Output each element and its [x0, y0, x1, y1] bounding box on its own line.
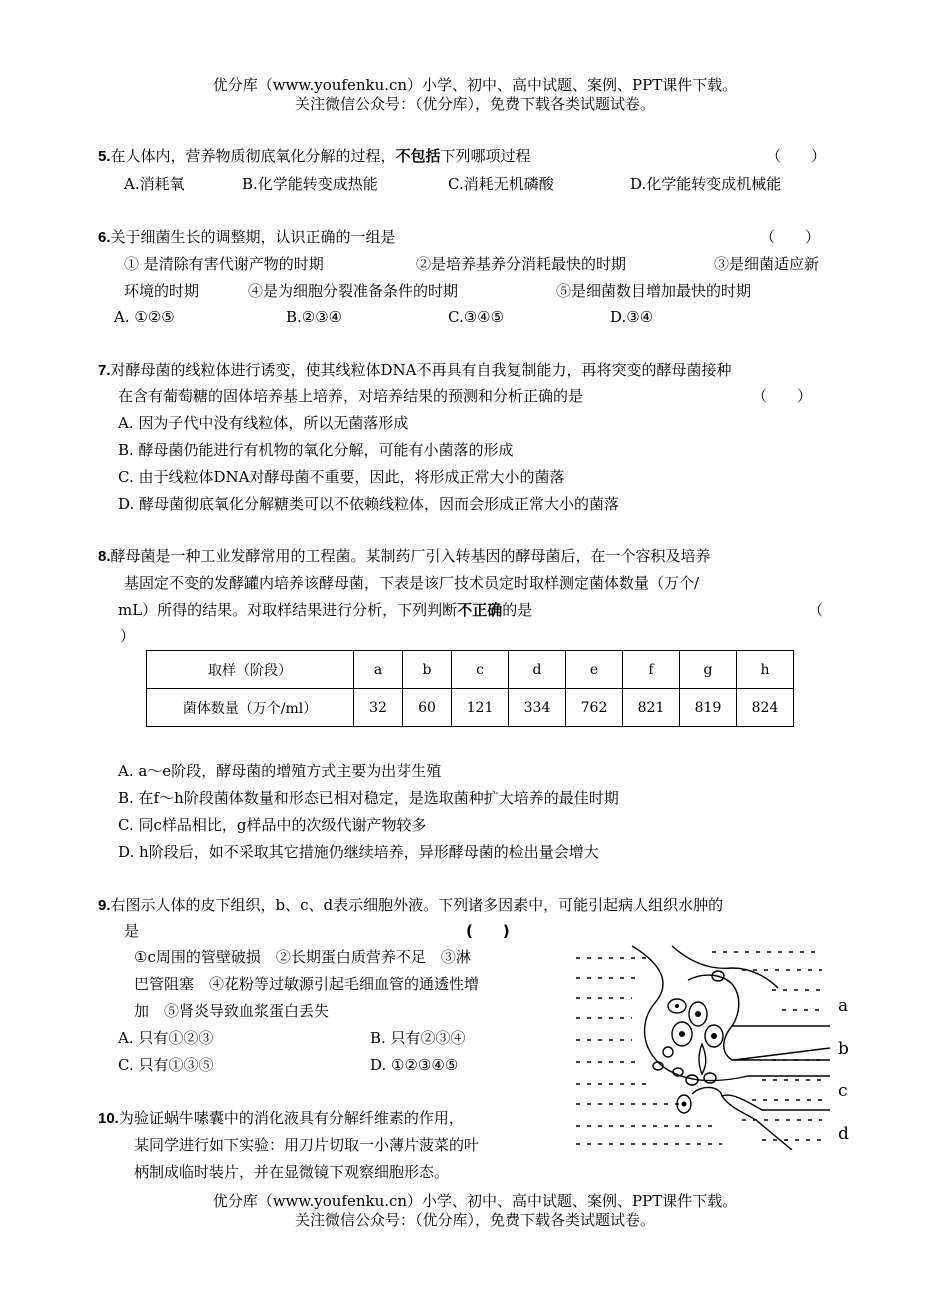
- stem-line-3: [118, 600, 532, 620]
- answer-parens: （ ）: [766, 147, 827, 165]
- count-cell: 821: [623, 689, 680, 727]
- stem-part: mL）所得的结果。对取样结果进行分析，下列判断: [118, 601, 458, 619]
- question-8-stem: [98, 546, 711, 567]
- question-6-stem: [98, 227, 396, 248]
- answer-paren-close: ）: [120, 627, 136, 645]
- statement-line-1: ①c周围的管壁破损 ②长期蛋白质营养不足 ③淋: [134, 948, 471, 966]
- stem-line-2: 是: [124, 922, 140, 940]
- stem-text: 右图示人体的皮下组织，b、c、d表示细胞外液。下列诸多因素中，可能引起病人组织水肿的: [110, 896, 724, 914]
- stem-line-2: 某同学进行如下实验：用刀片切取一小薄片菠菜的叶: [134, 1136, 480, 1154]
- statement-2: ②是培养基养分消耗最快的时期: [416, 255, 627, 273]
- statement-4: ④是为细胞分裂准备条件的时期: [248, 282, 459, 300]
- option-a: A. ①②⑤: [114, 308, 175, 326]
- stage-cell: b: [403, 651, 452, 689]
- option-a: A. 只有①②③: [118, 1029, 214, 1047]
- option-b: B. 只有②③④: [370, 1029, 466, 1047]
- statement-3-cont: 环境的时期: [124, 282, 200, 300]
- option-a: A.消耗氧: [124, 175, 185, 193]
- culture-sample-table: [146, 650, 794, 727]
- statement-5: ⑤是细菌数目增加最快的时期: [556, 282, 752, 300]
- count-cell: 334: [509, 689, 566, 727]
- count-cell: 824: [737, 689, 794, 727]
- option-b: B. 酵母菌仍能进行有机物的氧化分解，可能有小菌落的形成: [118, 441, 514, 459]
- option-d: D. 酵母菌彻底氧化分解糖类可以不依赖线粒体，因而会形成正常大小的菌落: [118, 495, 620, 513]
- option-d: D.化学能转变成机械能: [630, 175, 782, 193]
- stage-cell: h: [737, 651, 794, 689]
- option-c: C.③④⑤: [448, 308, 505, 326]
- stem-line-2: 基固定不变的发酵罐内培养该酵母菌，下表是该厂技术员定时取样测定菌体数量（万个/: [124, 574, 700, 592]
- row-header: 菌体数量（万个/ml）: [147, 689, 354, 727]
- count-cell: 32: [354, 689, 403, 727]
- question-number: 10.: [98, 1110, 119, 1127]
- option-c: C. 只有①③⑤: [118, 1056, 214, 1074]
- question-number: 8.: [98, 548, 111, 565]
- option-b: B.②③④: [286, 308, 343, 326]
- count-cell: 121: [452, 689, 509, 727]
- question-number: 6.: [98, 229, 111, 246]
- count-cell: 60: [403, 689, 452, 727]
- row-header: 取样（阶段）: [147, 651, 354, 689]
- stem-text: 酵母菌是一种工业发酵常用的工程菌。某制药厂引入转基因的酵母菌后，在一个容积及培养: [110, 547, 711, 565]
- question-number: 5.: [98, 148, 111, 165]
- header-line-1: 优分库（www.youfenku.cn）小学、初中、高中试题、案例、PPT课件下载。: [212, 76, 738, 94]
- question-10-stem: [98, 1108, 464, 1129]
- stem-part: 的是: [502, 601, 533, 619]
- question-number: 9.: [98, 897, 111, 914]
- stem-line-3: 柄制成临时装片，并在显微镜下观察细胞形态。: [134, 1163, 450, 1181]
- option-c: C. 由于线粒体DNA对酵母菌不重要，因此，将形成正常大小的菌落: [118, 468, 565, 486]
- table-row: [147, 689, 794, 727]
- stem-text: 对酵母菌的线粒体进行诱变，使其线粒体DNA不再具有自我复制能力，再将突变的酵母菌接种: [110, 361, 732, 379]
- count-cell: 819: [680, 689, 737, 727]
- figure-label-a: a: [838, 996, 849, 1016]
- table-row: [147, 651, 794, 689]
- option-b: B. 在f～h阶段菌体数量和形态已相对稳定，是选取菌种扩大培养的最佳时期: [118, 789, 619, 807]
- option-c: C. 同c样品相比，g样品中的次级代谢产物较多: [118, 816, 427, 834]
- figure-label-d: d: [838, 1124, 849, 1144]
- answer-paren-open: （: [808, 601, 824, 619]
- header-line-2: 关注微信公众号：（优分库），免费下载各类试题试卷。: [294, 95, 655, 113]
- stage-cell: c: [452, 651, 509, 689]
- stage-cell: e: [566, 651, 623, 689]
- figure-label-c: c: [838, 1081, 848, 1101]
- figure-label-b: b: [838, 1039, 849, 1059]
- footer-line-1: 优分库（www.youfenku.cn）小学、初中、高中试题、案例、PPT课件下载。: [212, 1192, 738, 1210]
- option-d: D. ①②③④⑤: [370, 1056, 459, 1074]
- stem-line-2: 在含有葡萄糖的固体培养基上培养，对培养结果的预测和分析正确的是: [118, 387, 584, 405]
- stem-part: 在人体内，营养物质彻底氧化分解的过程，: [110, 147, 396, 165]
- stem-part: 下列哪项过程: [440, 147, 531, 165]
- statement-line-2: 巴管阻塞 ④花粉等过敏源引起毛细血管的通透性增: [134, 975, 480, 993]
- stem-text: 关于细菌生长的调整期，认识正确的一组是: [110, 228, 396, 246]
- question-5-stem: [98, 146, 531, 167]
- stem-emphasis: 不包括: [395, 147, 441, 165]
- answer-parens: ( ): [466, 922, 510, 940]
- count-cell: 762: [566, 689, 623, 727]
- question-7-stem: [98, 360, 732, 381]
- stage-cell: a: [354, 651, 403, 689]
- option-c: C.消耗无机磷酸: [448, 175, 554, 193]
- option-b: B.化学能转变成热能: [242, 175, 378, 193]
- question-9-stem: [98, 895, 723, 916]
- option-d: D.③④: [610, 308, 654, 326]
- answer-parens: （ ）: [752, 387, 813, 405]
- option-d: D. h阶段后，如不采取其它措施仍继续培养，异形酵母菌的检出量会增大: [118, 843, 599, 861]
- stage-cell: d: [509, 651, 566, 689]
- option-a: A. a～e阶段，酵母菌的增殖方式主要为出芽生殖: [118, 762, 442, 780]
- footer-line-2: 关注微信公众号：（优分库），免费下载各类试题试卷。: [294, 1211, 655, 1229]
- stage-cell: g: [680, 651, 737, 689]
- answer-parens: （ ）: [760, 228, 821, 246]
- statement-line-3: 加 ⑤肾炎导致血浆蛋白丢失: [134, 1002, 330, 1020]
- statement-3: ③是细菌适应新: [714, 255, 820, 273]
- stem-text: 为验证蜗牛嗉囊中的消化液具有分解纤维素的作用，: [118, 1109, 464, 1127]
- tissue-diagram: [572, 944, 850, 1150]
- question-number: 7.: [98, 362, 111, 379]
- stage-cell: f: [623, 651, 680, 689]
- statement-1: ① 是清除有害代谢产物的时期: [124, 255, 324, 273]
- stem-emphasis: 不正确: [457, 601, 503, 619]
- option-a: A. 因为子代中没有线粒体，所以无菌落形成: [118, 414, 409, 432]
